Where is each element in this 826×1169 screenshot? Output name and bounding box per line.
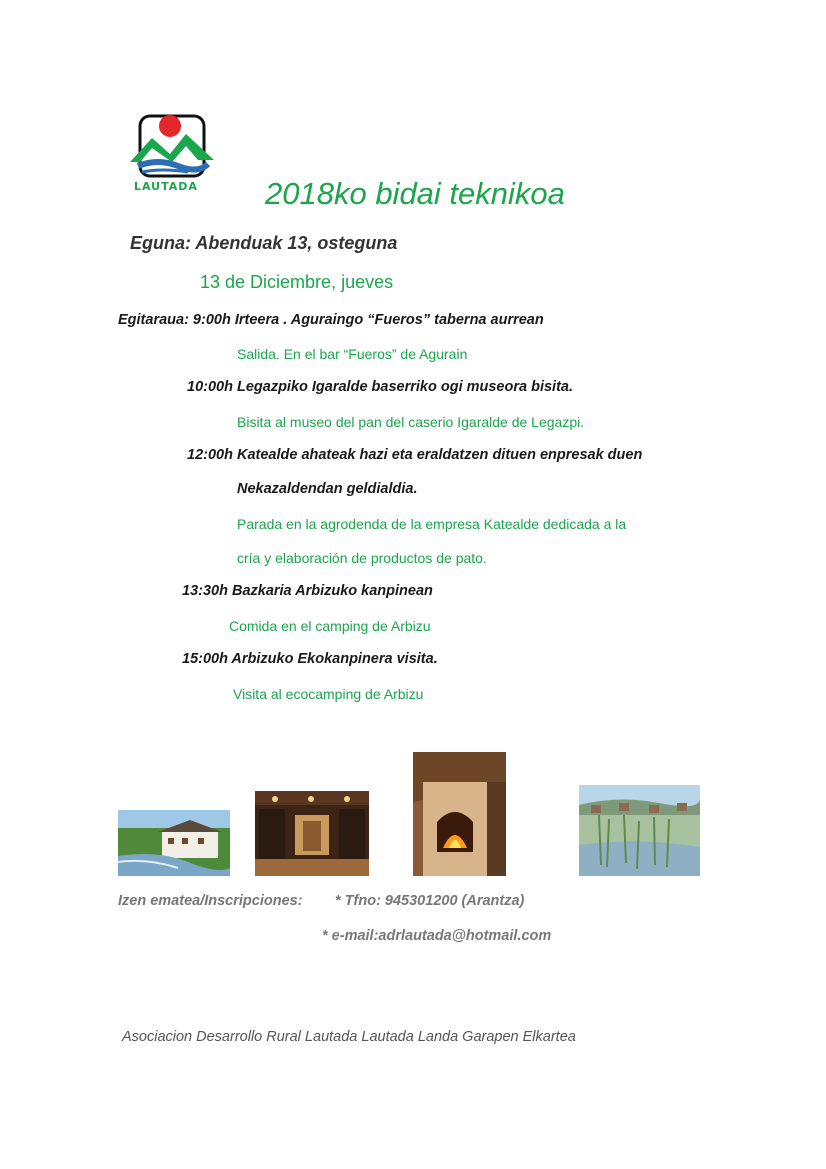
program-item-1-es: Salida. En el bar “Fueros” de Agurain <box>237 346 468 362</box>
date-basque: Eguna: Abenduak 13, osteguna <box>130 233 398 253</box>
farmhouse-photo <box>118 810 230 876</box>
program-item-5-eu: 15:00h Arbizuko Ekokanpinera visita. <box>182 651 438 667</box>
program-item-2-eu: 10:00h Legazpiko Igaralde baserriko ogi museora bisita. <box>187 379 573 395</box>
program-item-3-eu-cont: Nekazaldendan geldialdia. <box>237 481 418 497</box>
phone-contact: * Tfno: 945301200 (Arantza) <box>335 893 525 909</box>
program-item-4-eu: 13:30h Bazkaria Arbizuko kanpinean <box>182 583 433 599</box>
logo-text: LAUTADA <box>134 180 198 193</box>
program-item-4-es: Comida en el camping de Arbizu <box>229 618 431 634</box>
date-spanish: 13 de Diciembre, jueves <box>200 272 394 292</box>
program-item-3-es-cont: cría y elaboración de productos de pato. <box>237 550 487 566</box>
page-title: 2018ko bidai teknikoa <box>265 176 565 211</box>
footer-association: Asociacion Desarrollo Rural Lautada Lautada Landa Garapen Elkartea <box>122 1029 576 1045</box>
inscriptions-label: Izen ematea/Inscripciones: <box>118 893 303 909</box>
program-item-1-eu: Egitaraua: 9:00h Irteera . Aguraingo “Fueros” taberna aurrean <box>118 312 544 328</box>
program-item-5-es: Visita al ecocamping de Arbizu <box>233 686 424 702</box>
email-contact: * e-mail:adrlautada@hotmail.com <box>322 928 552 944</box>
ecocamping-photo <box>579 785 700 876</box>
program-item-3-es: Parada en la agrodenda de la empresa Katealde dedicada a la <box>237 516 627 532</box>
lautada-logo <box>128 112 216 198</box>
bread-oven-photo <box>413 752 506 876</box>
program-item-3-eu: 12:00h Katealde ahateak hazi eta eraldatzen dituen enpresak duen <box>187 447 643 463</box>
program-item-2-es: Bisita al museo del pan del caserio Igaralde de Legazpi. <box>237 414 585 430</box>
shop-interior-photo <box>255 791 369 876</box>
